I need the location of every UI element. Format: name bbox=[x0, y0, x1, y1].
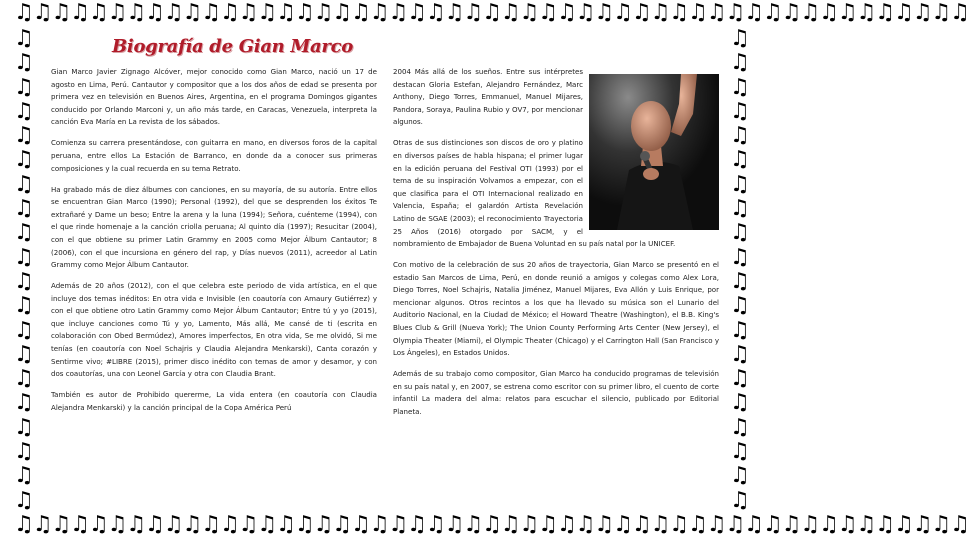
paragraph: Comienza su carrera presentándose, con guitarra en mano, en diversos foros de la capital peruana, entre ellos La Estación de Barranco, en donde da a conocer sus primeras composiciones y la cual recuerda en su tema Retrato. bbox=[51, 138, 377, 173]
paragraph: Otras de sus distinciones son discos de oro y platino en diversos países de habla hispana; el primer lugar en la edición peruana del Festival OTI (1993) por el tema de su inspiración Volvamos a empezar, con el que clasifica para el OTI Internacional realizado en Valencia, España; el galardón Artista Revelación Latino de SGAE (2003); el reconocimiento Trayectoria 25 Años (2016) otorgado por SACM, y el nombramiento de Embajador de Buena Voluntad en su país natal por la UNICEF. bbox=[393, 138, 676, 249]
paragraph: Ha grabado más de diez álbumes con canciones, en su mayoría, de su autoría. Entre ellos se encuentran Gian Marco (1990); Personal (1992), del que se desprenden los éxitos Te extrañaré y Dame un beso; Entre la arena y la luna (1994); Señora, cuénteme (1994), con el que rinde homenaje a la canción criolla peruana; Al quinto día (1997); Resucitar (2004), con el que obtiene su primer Latin Grammy en 2005 como Mejor Álbum Cantautor; 8 (2006), con el que incursiona en género del rap, y Días nuevos (2011), acreedor al Latin Grammy como Mejor Álbum Cantautor. bbox=[51, 184, 377, 270]
music-notes-border-left: ♫ ♫ ♫ ♫ ♫ ♫ ♫ ♫ ♫ ♫ ♫ ♫ ♫ ♫ ♫ ♫ ♫ ♫ ♫ ♫ bbox=[14, 26, 34, 513]
paragraph: Además de su trabajo como compositor, Gian Marco ha conducido programas de televisión en su país natal y, en 2007, se estrena como escritor con su primer libro, el cuento de corte infantil La madera del alma: relatos para escuchar el silencio, publicado por Editorial Planeta. bbox=[393, 369, 719, 417]
page-title: Biografía de Gian Marco bbox=[112, 36, 353, 57]
paragraph: Además de 20 años (2012), con el que celebra este periodo de vida artística, en el que incluye dos temas inéditos: En otra vida e Invisible (en coautoría con Amaury Gutiérrez) y con el que obtiene otro Latin Grammy como Mejor Álbum Cantautor; Entre tú y yo (2015), que incluye canciones como Tú y yo, Lamento, Más allá, Me cansé de ti (escrita en colaboración con Obed Bermúdez), Amores imperfectos, En otra vida, Se me olvidó, Si me tenías (en coautoría con Noel Schajris y Claudia Alejandra Menkarski), Canta corazón y Sentirme vivo; #LIBRE (2015), primer disco inédito con temas de amor y desamor, y con dos coautorías, una con Leonel García y otra con Claudia Brant. bbox=[51, 281, 377, 379]
music-notes-border-bottom: ♫♫♫♫♫♫♫♫♫♫♫♫♫♫♫♫♫♫♫♫♫♫♫♫♫♫♫♫♫♫♫♫♫♫♫♫♫♫♫♫♫♫♫♫♫♫♫♫♫♫♫ bbox=[14, 512, 969, 537]
paragraph: Con motivo de la celebración de sus 20 años de trayectoria, Gian Marco se presentó en el estadio San Marcos de Lima, Perú, en donde reunió a amigos y colegas como Alex Lora, Diego Torres, Noel Schajris, Natalia Jiménez, Manuel Mijares, Eva Allón y Luis Enrique, por mencionar algunos. Otros recintos a los que ha llevado su música son el Lunario del Auditorio Nacional, en la Ciudad de México; el Howard Theatre (Washington), el B.B. King's Blues Club & Grill (Nueva York); The Union County Performing Arts Center (New Jersey), el Olympia Theater (Miami), el Olympic Theater (Chicago) y el Carrington Hall (San Francisco y Los Ángeles), en Estados Unidos. bbox=[393, 260, 719, 358]
music-notes-border-top: ♫♫♫♫♫♫♫♫♫♫♫♫♫♫♫♫♫♫♫♫♫♫♫♫♫♫♫♫♫♫♫♫♫♫♫♫♫♫♫♫♫♫♫♫♫♫♫♫♫♫♫ bbox=[14, 0, 969, 25]
paragraph: También es autor de Prohibido quererme, La vida entera (en coautoría con Claudia Alejandra Menkarski) y la canción principal de la Copa América Perú bbox=[51, 390, 377, 412]
right-column bbox=[393, 66, 719, 427]
paragraph: 2004 Más allá de los sueños. Entre sus intérpretes destacan Gloria Estefan, Alejandro Fernández, Marc Anthony, Diego Torres, Emmanuel, Manuel Mijares, Pandora, Soraya, Paulina Rubio y OV7, por mencionar algunos. bbox=[393, 67, 583, 127]
music-notes-border-right: ♫ ♫ ♫ ♫ ♫ ♫ ♫ ♫ ♫ ♫ ♫ ♫ ♫ ♫ ♫ ♫ ♫ ♫ ♫ ♫ bbox=[730, 26, 750, 513]
left-column bbox=[51, 66, 377, 423]
singer-photo-icon bbox=[589, 74, 719, 230]
singer-photo bbox=[589, 74, 719, 230]
paragraph: Gian Marco Javier Zignago Alcóver, mejor conocido como Gian Marco, nació un 17 de agosto en Lima, Perú. Cantautor y compositor que a los dos años de edad se presenta por primera vez en televisión en Buenos Aires, Argentina, en el programa Domingos gigantes conducido por Orlando Marconi y, un año más tarde, en Caracas, Venezuela, interpreta la canción Eva María en La revista de los sábados. bbox=[51, 67, 377, 127]
